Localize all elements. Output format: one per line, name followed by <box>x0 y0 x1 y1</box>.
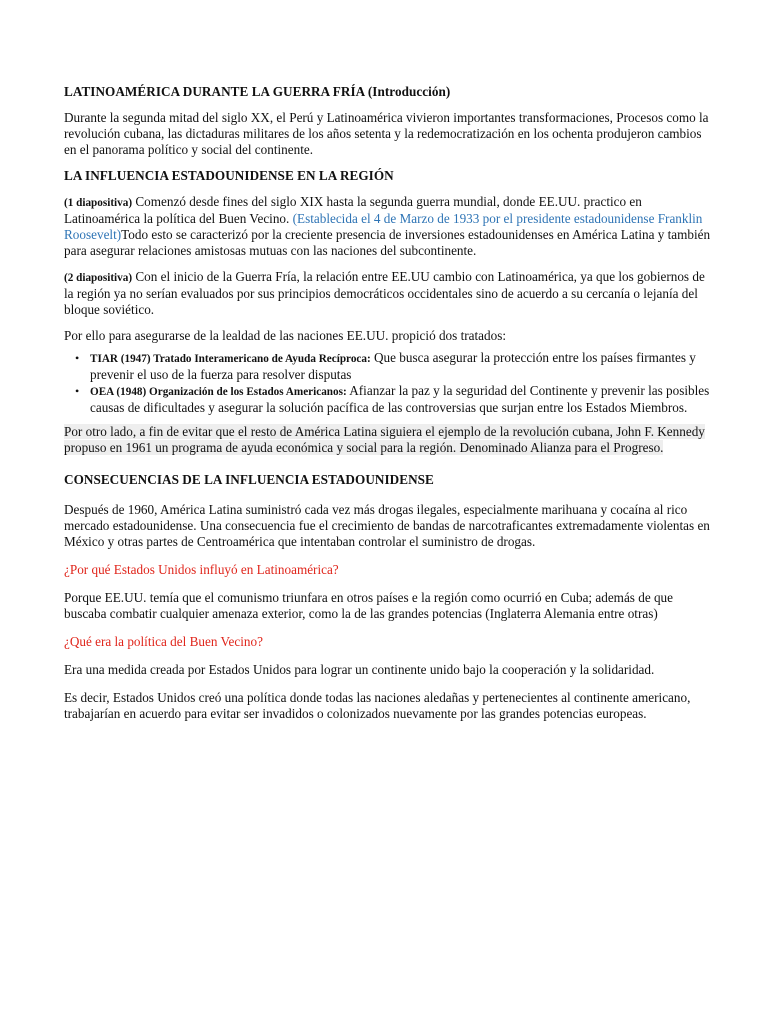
slide2-tag: (2 diapositiva) <box>64 272 133 284</box>
treaty-desc: Afianzar la paz y la seguridad del Continente y prevenir las posibles causas de dificultades y asegurar la solución pacífica de las controversias que surjan entre los Estados Miembros. <box>90 383 710 415</box>
alliance-paragraph <box>64 424 716 456</box>
treaties-intro: Por ello para asegurarse de la lealdad de las naciones EE.UU. propició dos tratados: <box>64 328 506 343</box>
bullet-icon: • <box>75 351 80 365</box>
question-2: ¿Qué era la política del Buen Vecino? <box>64 634 263 649</box>
consequences-paragraph: Después de 1960, América Latina suministró cada vez más drogas ilegales, especialmente marihuana y cocaína al rico mercado estadounidense. Una consecuencia fue el crecimiento de bandas de narcotraficantes extremadamente violentas en México y otras partes de Centroamérica que intentaban controlar el suministro de drogas. <box>64 502 710 549</box>
slide1-text-a: Comenzó desde fines del siglo XIX hasta la segunda guerra mundial, donde EE.UU. practico en Latinoamérica la política del Buen Vecino. <box>64 194 642 226</box>
document-title: LATINOAMÉRICA DURANTE LA GUERRA FRÍA (Introducción) <box>64 84 451 99</box>
intro-paragraph: Durante la segunda mitad del siglo XX, el Perú y Latinoamérica vivieron importantes transformaciones, Procesos como la revolución cubana, las dictaduras militares de los años setenta y la redemocratización en los ochenta produjeron cambios en el panorama político y social del continente. <box>64 110 709 157</box>
answer-1: Porque EE.UU. temía que el comunismo triunfara en otros países e la región como ocurrió en Cuba; además de que buscaba combatir cualquier amenaza exterior, como la de las grandes potencias (Inglaterra Alemania entre otras) <box>64 590 674 621</box>
slide2-text: Con el inicio de la Guerra Fría, la relación entre EE.UU cambio con Latinoamérica, ya que los gobiernos de la región ya no serían evaluados por sus principios democráticos occidentales sino de acuerdo a su cercanía o lejanía del bloque soviético. <box>64 269 705 317</box>
question-1: ¿Por qué Estados Unidos influyó en Latinoamérica? <box>64 562 339 577</box>
treaty-name: OEA (1948) Organización de los Estados Americanos: <box>90 386 347 398</box>
list-item <box>75 350 716 383</box>
alliance-highlighted-text: Por otro lado, a fin de evitar que el resto de América Latina siguiera el ejemplo de la revolución cubana, John F. Kennedy propuso en 1961 un programa de ayuda económica y social para la región. Denominado Alianza para el Progreso. <box>64 424 705 455</box>
answer-2b: Es decir, Estados Unidos creó una política donde todas las naciones aledañas y pertenecientes al continente americano, trabajarían en acuerdo para evitar ser invadidos o colonizados nuevamente por las grandes potencias europeas. <box>64 690 691 721</box>
section-heading-influence: LA INFLUENCIA ESTADOUNIDENSE EN LA REGIÓN <box>64 168 394 183</box>
treaty-name: TIAR (1947) Tratado Interamericano de Ayuda Recíproca: <box>90 353 371 365</box>
slide1-paragraph <box>64 194 716 259</box>
treaties-list <box>64 350 716 416</box>
answer-2a: Era una medida creada por Estados Unidos para lograr un continente unido bajo la cooperación y la solidaridad. <box>64 662 655 677</box>
section-heading-consequences: CONSECUENCIAS DE LA INFLUENCIA ESTADOUNIDENSE <box>64 472 434 487</box>
bullet-icon: • <box>75 384 80 398</box>
slide1-text-blue: (Establecida el 4 de Marzo de 1933 por el presidente estadounidense Franklin Roosevelt) <box>64 211 703 242</box>
treaty-desc: Que busca asegurar la protección entre los países firmantes y prevenir el uso de la fuerza para resolver disputas <box>90 350 696 382</box>
slide2-paragraph <box>64 269 716 318</box>
list-item <box>75 383 716 416</box>
document-body <box>64 84 716 732</box>
slide1-tag: (1 diapositiva) <box>64 197 133 209</box>
slide1-text-b: Todo esto se caracterizó por la creciente presencia de inversiones estadounidenses en América Latina y también para asegurar relaciones amistosas mutuas con las naciones del subcontinente. <box>64 227 711 258</box>
